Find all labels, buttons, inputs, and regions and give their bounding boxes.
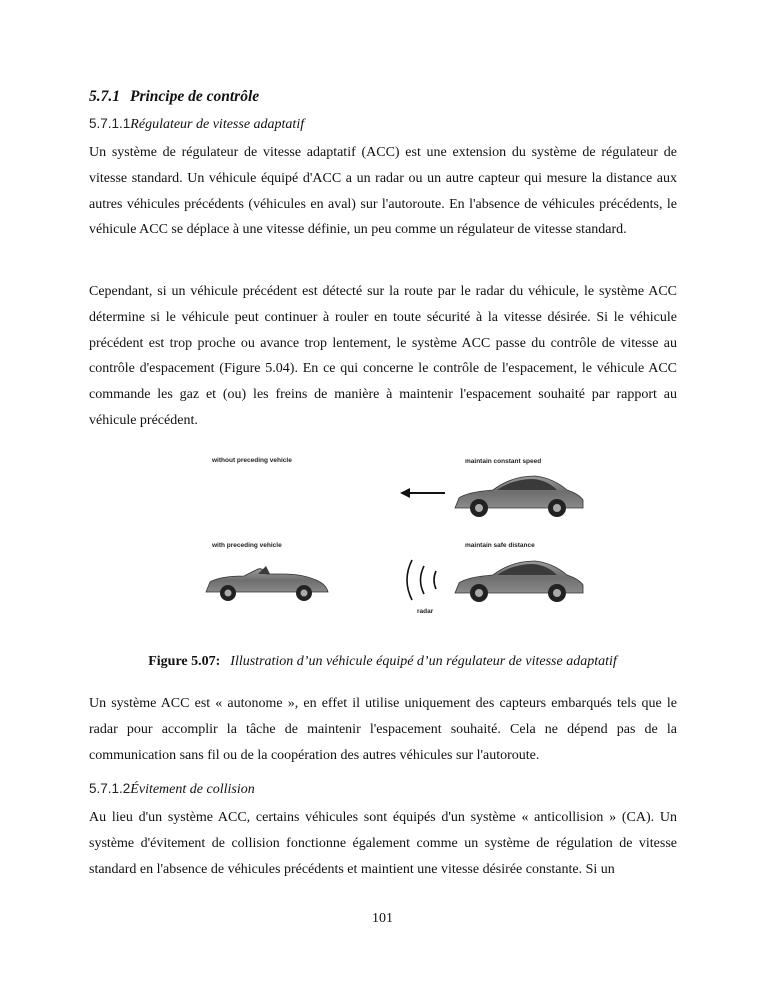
label-radar: radar — [417, 608, 434, 615]
page-number: 101 — [372, 911, 393, 926]
subsection-number: 5.7.1.2 — [89, 781, 131, 796]
figure-caption-label: Figure 5.07: — [148, 654, 221, 669]
label-maintain-distance: maintain safe distance — [465, 542, 535, 549]
section-number: 5.7.1 — [89, 88, 120, 105]
subsection-heading-collision — [89, 781, 255, 798]
preceding-car — [206, 566, 328, 601]
paragraph-collision-avoidance: Au lieu d'un système ACC, certains véhicules sont équipés d'un système « anticollision » (CA). Un système d'évitement de collision fonctionne également comme un système de régulation de vitesse standard en l'absence de véhicules précédents et maintient une vitesse désirée constante. Si un — [89, 810, 677, 877]
radar-waves — [407, 560, 436, 600]
paragraph-acc-spacing: Cependant, si un véhicule précédent est détecté sur la route par le radar du véhicule, le système ACC détermine si le véhicule peut continuer à rouler en toute sécurité à la vitesse désirée. Si le véhicule précédent est trop proche ou avance trop lentement, le système ACC passe du contrôle de vitesse au contrôle d'espacement (Figure 5.04). En ce qui concerne le contrôle de l'espacement, le véhicule ACC commande les gaz et (ou) les freins de manière à maintenir l'espacement souhaité par rapport au véhicule précédent. — [89, 284, 677, 428]
label-with-preceding: with preceding vehicle — [212, 542, 282, 549]
subsection-title: Évitement de collision — [130, 782, 255, 797]
paragraph-acc-intro: Un système de régulateur de vitesse adaptatif (ACC) est une extension du système de régulateur de vitesse standard. Un véhicule équipé d'ACC a un radar ou un autre capteur qui mesure la distance aux autres véhicules précédents (véhicules en aval) sur l'autoroute. En l'absence de véhicules précédents, le véhicule ACC se déplace à une vitesse définie, un peu comme un régulateur de vitesse standard. — [89, 145, 677, 238]
subsection-heading-acc — [89, 116, 304, 133]
subsection-title: Régulateur de vitesse adaptatif — [130, 117, 305, 132]
acc-car-bottom — [455, 561, 583, 602]
acc-car-top — [455, 476, 583, 517]
section-title: Principe de contrôle — [130, 88, 260, 105]
figure-graphics — [170, 450, 600, 625]
figure-caption-text: Illustration d’un véhicule équipé d’un régulateur de vitesse adaptatif — [230, 654, 617, 669]
figure-caption — [0, 654, 765, 670]
label-without-preceding: without preceding vehicle — [212, 457, 292, 464]
section-heading — [89, 88, 259, 106]
paragraph-acc-autonomous: Un système ACC est « autonome », en effet il utilise uniquement des capteurs embarqués tels que le radar pour accomplir la tâche de maintenir l'espacement souhaité. Cela ne dépend pas de la communication sans fil ou de la coopération des autres véhicules sur l'autoroute. — [89, 696, 677, 763]
acc-illustration — [170, 450, 600, 625]
label-maintain-speed: maintain constant speed — [465, 458, 542, 465]
direction-arrow — [400, 488, 445, 498]
subsection-number: 5.7.1.1 — [89, 116, 131, 131]
